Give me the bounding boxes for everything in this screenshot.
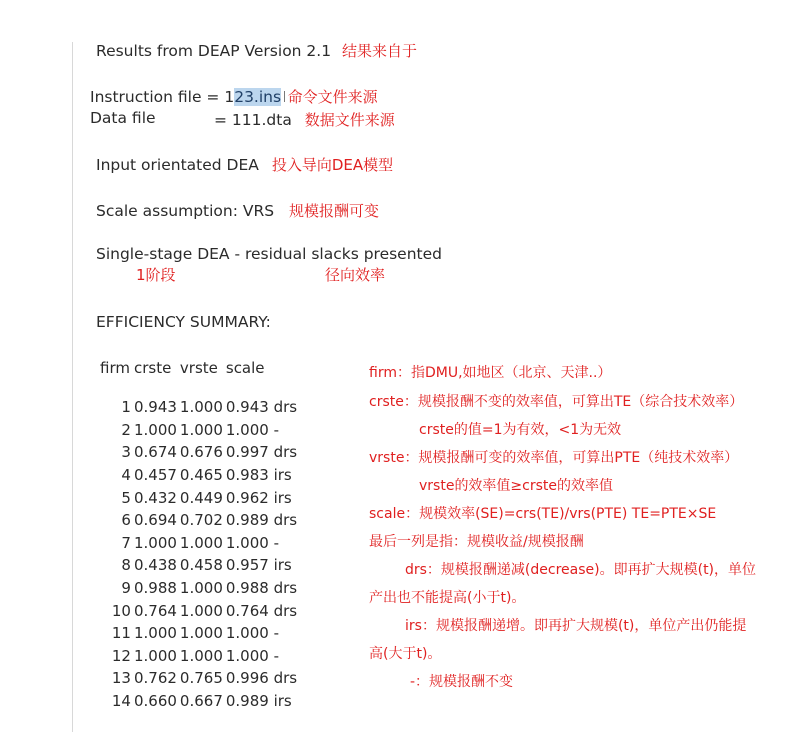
orientation-line: Input orientated DEA 投入导向DEA模型 — [96, 156, 394, 174]
table-row — [100, 396, 300, 419]
table-row — [100, 690, 300, 713]
cell-vrste: 0.458 — [179, 556, 223, 575]
orientation-note: 投入导向DEA模型 — [271, 156, 394, 174]
table-row — [100, 464, 300, 487]
table-row — [100, 667, 300, 690]
cell-firm: 14 — [111, 692, 131, 711]
data-file-line: Data file — [90, 109, 156, 127]
cell-crste: 1.000 — [133, 533, 177, 552]
cell-scale: 0.983 irs — [225, 466, 292, 485]
cell-firm: 7 — [121, 533, 131, 552]
stage-line: Single-stage DEA - residual slacks presented — [96, 245, 442, 263]
stage-note: 1阶段 — [136, 266, 176, 284]
cell-crste: 0.764 — [133, 601, 177, 620]
cell-scale: 0.957 irs — [225, 556, 292, 575]
cell-firm: 5 — [121, 488, 131, 507]
cell-vrste: 0.676 — [179, 443, 223, 462]
cell-firm: 4 — [121, 466, 131, 485]
note-scale: scale：规模效率(SE)=crs(TE)/vrs(PTE) TE=PTE×SE — [369, 506, 717, 522]
cell-scale: 0.997 drs — [225, 443, 298, 462]
table-row — [100, 532, 300, 555]
instruction-note: 命令文件来源 — [287, 88, 378, 106]
efficiency-table — [100, 357, 300, 712]
scale-assumption-line: Scale assumption: VRS 规模报酬可变 — [96, 202, 380, 220]
col-vrste: vrste — [179, 359, 218, 377]
table-row — [100, 419, 300, 442]
note-dash: -：规模报酬不变 — [410, 674, 514, 690]
table-body — [100, 379, 300, 712]
cell-crste: 0.694 — [133, 511, 177, 530]
results-line: Results from DEAP Version 2.1 结果来自于 — [96, 42, 418, 60]
cell-firm: 13 — [111, 669, 131, 688]
cell-crste: 1.000 — [133, 646, 177, 665]
note-vrste-value: vrste的效率值≥crste的效率值 — [419, 478, 614, 494]
table-row — [100, 554, 300, 577]
cell-firm: 1 — [121, 398, 131, 417]
cell-crste: 0.988 — [133, 579, 177, 598]
cell-crste: 0.674 — [133, 443, 177, 462]
note-crste-value: crste的值=1为有效，<1为无效 — [419, 422, 622, 438]
cell-vrste: 0.449 — [179, 488, 223, 507]
data-file-note: 数据文件来源 — [304, 111, 395, 129]
table-row — [100, 486, 300, 509]
instruction-file-line: Instruction file = 123.insI命令文件来源 — [90, 88, 378, 106]
data-file-value: = 111.dta 数据文件来源 — [214, 111, 395, 129]
cell-vrste: 1.000 — [179, 579, 223, 598]
efficiency-summary-title: EFFICIENCY SUMMARY: — [96, 313, 271, 331]
cell-vrste: 0.667 — [179, 692, 223, 711]
cell-vrste: 0.702 — [179, 511, 223, 530]
slack-note: 径向效率 — [325, 266, 386, 284]
note-drs-line1: drs：规模报酬递减(decrease)。即再扩大规模(t)，单位 — [405, 562, 757, 578]
cell-vrste: 0.765 — [179, 669, 223, 688]
table-header-row — [100, 357, 300, 379]
cell-scale: 1.000 - — [225, 646, 279, 665]
note-crste: crste：规模报酬不变的效率值，可算出TE（综合技术效率） — [369, 394, 744, 410]
cell-scale: 0.962 irs — [225, 488, 292, 507]
table-row — [100, 509, 300, 532]
note-irs-line1: irs：规模报酬递增。即再扩大规模(t)，单位产出仍能提 — [405, 618, 747, 634]
cell-vrste: 1.000 — [179, 624, 223, 643]
cell-scale: 0.996 drs — [225, 669, 298, 688]
note-drs-line2: 产出也不能提高(小于t)。 — [369, 590, 526, 606]
results-note: 结果来自于 — [342, 42, 418, 60]
col-crste: crste — [133, 359, 172, 377]
cell-scale: 1.000 - — [225, 420, 279, 439]
cell-crste: 1.000 — [133, 420, 177, 439]
note-firm: firm：指DMU,如地区（北京、天津..） — [369, 365, 612, 381]
col-firm: firm — [100, 359, 130, 377]
note-last-column: 最后一列是指：规模收益/规模报酬 — [369, 534, 584, 550]
cell-scale: 0.764 drs — [225, 601, 298, 620]
cell-crste: 0.943 — [133, 398, 177, 417]
cell-firm: 10 — [111, 601, 131, 620]
cell-vrste: 0.465 — [179, 466, 223, 485]
cell-vrste: 1.000 — [179, 420, 223, 439]
left-margin-line — [72, 42, 73, 732]
cell-scale: 0.988 drs — [225, 579, 298, 598]
cell-crste: 0.438 — [133, 556, 177, 575]
table-row — [100, 577, 300, 600]
cell-scale: 0.989 drs — [225, 511, 298, 530]
cell-scale: 0.943 drs — [225, 398, 298, 417]
note-irs-line2: 高(大于t)。 — [369, 646, 442, 662]
cell-crste: 1.000 — [133, 624, 177, 643]
table-row — [100, 622, 300, 645]
table-row — [100, 441, 300, 464]
scale-note: 规模报酬可变 — [289, 202, 380, 220]
cell-vrste: 1.000 — [179, 533, 223, 552]
text-cursor-icon: I — [282, 88, 287, 106]
col-scale: scale — [225, 359, 265, 377]
cell-crste: 0.762 — [133, 669, 177, 688]
cell-crste: 0.432 — [133, 488, 177, 507]
cell-scale: 1.000 - — [225, 533, 279, 552]
cell-vrste: 1.000 — [179, 398, 223, 417]
cell-firm: 12 — [111, 646, 131, 665]
table-row — [100, 645, 300, 668]
note-vrste: vrste：规模报酬可变的效率值，可算出PTE（纯技术效率） — [369, 450, 739, 466]
cell-vrste: 1.000 — [179, 601, 223, 620]
cell-vrste: 1.000 — [179, 646, 223, 665]
cell-firm: 8 — [121, 556, 131, 575]
cell-crste: 0.457 — [133, 466, 177, 485]
cell-scale: 0.989 irs — [225, 692, 292, 711]
cell-firm: 9 — [121, 579, 131, 598]
cell-crste: 0.660 — [133, 692, 177, 711]
cell-firm: 2 — [121, 420, 131, 439]
cell-firm: 6 — [121, 511, 131, 530]
cell-firm: 11 — [111, 624, 131, 643]
table-row — [100, 599, 300, 622]
cell-firm: 3 — [121, 443, 131, 462]
cell-scale: 1.000 - — [225, 624, 279, 643]
selected-text[interactable]: 23.ins — [234, 88, 282, 106]
